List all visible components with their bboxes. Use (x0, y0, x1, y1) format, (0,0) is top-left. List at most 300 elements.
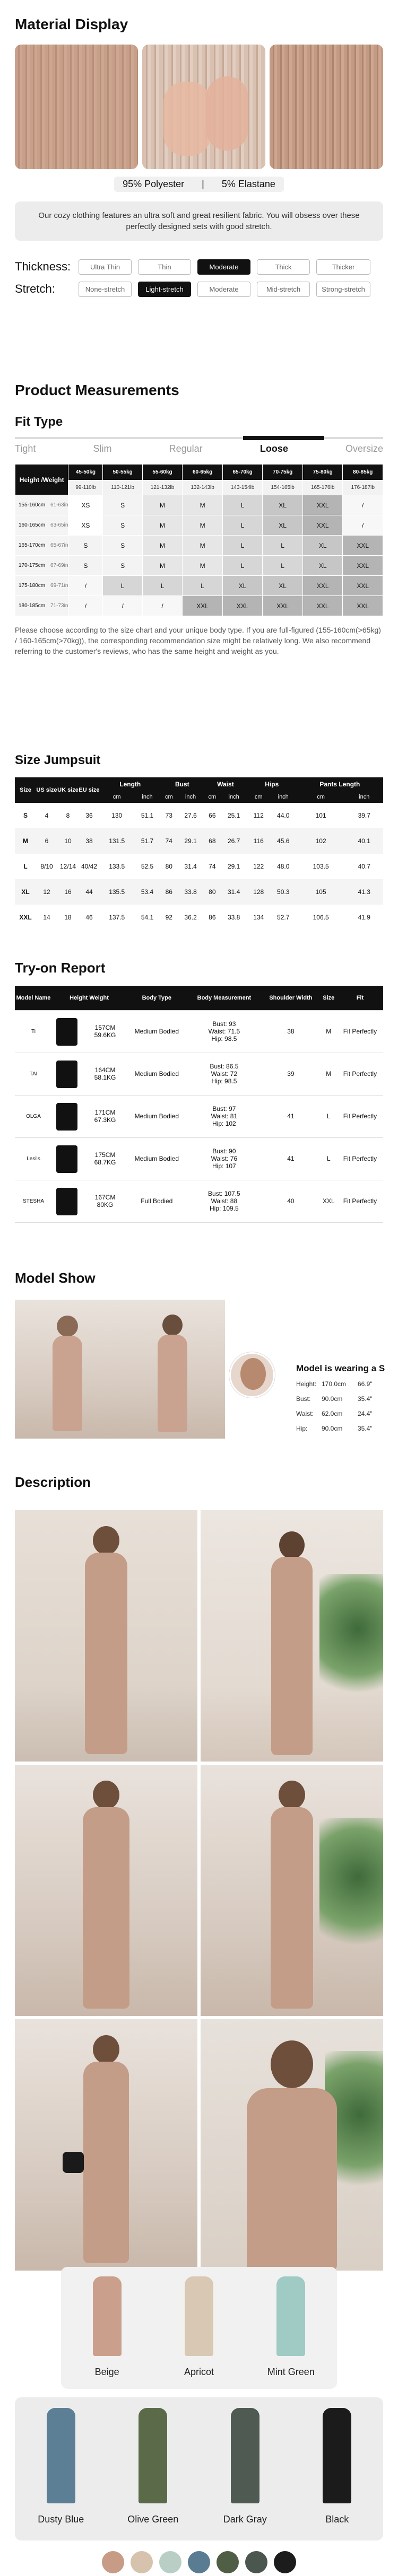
color-garment-image (251, 2273, 331, 2358)
model-stat-row (296, 1395, 398, 1410)
tryon-height: 171CM (94, 1109, 116, 1116)
gallery-photo-3[interactable] (15, 1765, 197, 2016)
jumpsuit-cell: 29.1 (184, 837, 197, 845)
stretch-row (0, 278, 398, 300)
tryon-model-name: STESHA (15, 1180, 52, 1222)
jumpsuit-unit: cm (113, 794, 121, 800)
color-name: Black (325, 2514, 349, 2525)
tryon-measurement (187, 1137, 262, 1180)
weight-lb-header: 110-121lb (103, 480, 142, 495)
size-cell: / (103, 596, 142, 616)
jumpsuit-cell: 27.6 (184, 812, 197, 819)
color-option[interactable] (159, 2273, 239, 2389)
tryon-measure-line: Bust: 97 (212, 1105, 236, 1112)
tryon-height-weight (52, 1010, 126, 1053)
jumpsuit-size-section (0, 753, 398, 930)
tryon-weight: 67.3KG (94, 1116, 116, 1124)
jumpsuit-cell: 44 (85, 888, 93, 896)
size-row (15, 536, 383, 556)
jumpsuit-cell: 36.2 (184, 914, 197, 921)
jumpsuit-cell: 128 (253, 888, 264, 896)
jumpsuit-cell: 73 (165, 812, 172, 819)
model-stat-in: 35.4" (358, 1395, 373, 1403)
tryon-table (15, 986, 383, 1223)
size-cell: / (343, 515, 383, 536)
jumpsuit-header: EU size (79, 787, 100, 793)
jumpsuit-cell: 12 (43, 888, 50, 896)
tryon-shoulder: 40 (261, 1180, 321, 1222)
color-option[interactable] (203, 2405, 288, 2540)
size-cell: XXL (343, 536, 383, 556)
fabric-polyester: 95% Polyester (123, 179, 185, 189)
tryon-garment-icon (56, 1145, 77, 1173)
stretch-option[interactable]: Mid-stretch (257, 282, 310, 297)
jumpsuit-header: US size (36, 787, 57, 793)
fit-option: Loose (259, 443, 288, 454)
size-cell: XL (302, 536, 343, 556)
height-cell (15, 515, 68, 536)
description-gallery (15, 1510, 383, 2271)
weight-lb-header: 99-110lb (68, 480, 103, 495)
tryon-weight: 59.6KG (94, 1031, 116, 1039)
tryon-measure-line: Waist: 88 (211, 1197, 238, 1205)
size-cell: XXL (302, 596, 343, 616)
tryon-row (15, 1010, 383, 1053)
fit-type-indicator (243, 436, 324, 440)
color-row-1 (61, 2267, 337, 2389)
color-swatch[interactable] (245, 2551, 267, 2573)
stretch-options (79, 282, 377, 297)
tryon-body-type: Medium Bodied (126, 1095, 187, 1137)
jumpsuit-cell: 133.5 (109, 863, 125, 870)
tryon-measurement (187, 1180, 262, 1222)
jumpsuit-cell: 12/14 (59, 863, 76, 870)
size-cell: M (142, 556, 183, 576)
model-wearing-size: Model is wearing a S (296, 1363, 385, 1373)
size-cell: L (103, 576, 142, 596)
size-cell: XS (68, 515, 103, 536)
jumpsuit-size-table (15, 777, 383, 930)
height-cm: 155-160cm (19, 502, 46, 508)
jumpsuit-cell: 51.1 (141, 812, 154, 819)
model-stat-key: Waist: (296, 1410, 314, 1417)
gallery-photo-6[interactable] (201, 2019, 383, 2271)
color-swatch[interactable] (217, 2551, 239, 2573)
thickness-option[interactable]: Thick (257, 259, 310, 275)
model-stat-row (296, 1425, 398, 1440)
tryon-height-weight (52, 1053, 126, 1095)
size-cell: / (68, 576, 103, 596)
jumpsuit-cell: 131.5 (109, 837, 125, 845)
thickness-option[interactable]: Moderate (197, 259, 250, 275)
gallery-photo-1[interactable] (15, 1510, 197, 1762)
jumpsuit-unit: inch (228, 794, 239, 800)
jumpsuit-cell: 134 (253, 914, 264, 921)
jumpsuit-unit: cm (254, 794, 263, 800)
tryon-size: XXL (321, 1180, 337, 1222)
jumpsuit-cell: 8 (66, 812, 70, 819)
weight-kg-header: 70-75kg (263, 465, 303, 480)
color-swatch[interactable] (159, 2551, 181, 2573)
color-option[interactable] (110, 2405, 195, 2540)
height-cm: 180-185cm (19, 603, 46, 609)
jumpsuit-unit: cm (165, 794, 173, 800)
tryon-fit: Fit Perfectly (337, 1010, 383, 1053)
height-cm: 160-165cm (19, 522, 46, 528)
color-option[interactable] (295, 2405, 379, 2540)
weight-kg-header: 55-60kg (142, 465, 183, 480)
gallery-photo-4[interactable] (201, 1765, 383, 2016)
size-cell: L (222, 556, 263, 576)
weight-kg-header: 45-50kg (68, 465, 103, 480)
tryon-body-type: Medium Bodied (126, 1010, 187, 1053)
jumpsuit-cell: 68 (209, 837, 216, 845)
jumpsuit-cell: 80 (209, 888, 216, 896)
jumpsuit-cell: 50.3 (277, 888, 290, 896)
jumpsuit-cell: M (23, 837, 28, 845)
size-cell: XL (263, 576, 303, 596)
model-stat-cm: 90.0cm (322, 1425, 343, 1432)
weight-lb-header: 143-154lb (222, 480, 263, 495)
fit-option: Tight (15, 443, 36, 454)
tryon-measure-line: Bust: 107.5 (208, 1190, 240, 1197)
jumpsuit-header: Length (119, 781, 141, 788)
height-in: 67-69in (50, 563, 68, 568)
color-option[interactable] (251, 2273, 331, 2389)
model-show-title: Model Show (15, 1270, 96, 1286)
size-cell: S (103, 536, 142, 556)
jumpsuit-cell: 53.4 (141, 888, 154, 896)
fabric-stretch-image (142, 45, 265, 169)
color-row-2 (15, 2397, 383, 2540)
tryon-body-type: Medium Bodied (126, 1053, 187, 1095)
colors-section (0, 2267, 398, 2576)
weight-kg-header: 50-55kg (103, 465, 142, 480)
tryon-height: 175CM (94, 1151, 116, 1159)
jumpsuit-cell: 112 (253, 812, 264, 819)
tryon-height: 157CM (94, 1024, 116, 1031)
size-cell: S (103, 515, 142, 536)
color-name: Apricot (184, 2367, 214, 2377)
tryon-header: Body Type (126, 986, 187, 1010)
tryon-size: L (321, 1137, 337, 1180)
size-row (15, 515, 383, 536)
jumpsuit-cell: 74 (165, 837, 172, 845)
jumpsuit-cell: 116 (253, 837, 264, 845)
jumpsuit-row (15, 905, 383, 930)
thickness-option[interactable]: Thin (138, 259, 191, 275)
size-cell: XXL (302, 495, 343, 515)
model-stat-cm: 90.0cm (322, 1395, 343, 1403)
tryon-measure-line: Hip: 102 (212, 1120, 236, 1127)
description-section (0, 1474, 398, 1491)
jumpsuit-row (15, 828, 383, 854)
size-cell: S (103, 556, 142, 576)
model-stat-row (296, 1410, 398, 1425)
fabric-drape-image (270, 45, 383, 169)
size-cell: M (183, 495, 223, 515)
size-cell: L (142, 576, 183, 596)
tryon-measure-line: Hip: 109.5 (210, 1205, 239, 1212)
thickness-option[interactable]: Ultra Thin (79, 259, 132, 275)
model-photo-front[interactable] (15, 1300, 120, 1439)
jumpsuit-cell: 135.5 (109, 888, 125, 896)
jumpsuit-cell: 14 (43, 914, 50, 921)
jumpsuit-cell: 16 (64, 888, 72, 896)
size-cell: XXL (263, 596, 303, 616)
tryon-body-type: Medium Bodied (126, 1137, 187, 1180)
size-cell: XXL (302, 576, 343, 596)
color-name: Mint Green (267, 2367, 315, 2377)
stretch-option[interactable]: None-stretch (79, 282, 132, 297)
color-swatch[interactable] (131, 2551, 153, 2573)
size-cell: L (222, 515, 263, 536)
fabric-elastane: 5% Elastane (221, 179, 275, 189)
table-corner: Height /Weight (15, 465, 68, 495)
size-cell: XL (263, 515, 303, 536)
jumpsuit-cell: 92 (165, 914, 172, 921)
height-cm: 165-170cm (19, 542, 46, 548)
stretch-label: Stretch: (15, 282, 55, 295)
color-garment-image (19, 2405, 103, 2505)
color-name: Dark Gray (223, 2514, 267, 2525)
jumpsuit-unit: inch (278, 794, 289, 800)
size-cell: M (183, 536, 223, 556)
size-cell: M (142, 536, 183, 556)
jumpsuit-unit: cm (208, 794, 217, 800)
size-recommendation-table (15, 464, 383, 616)
height-cell (15, 495, 68, 515)
size-cell: XL (302, 556, 343, 576)
height-cell (15, 536, 68, 556)
weight-lb-header: 176-187lb (343, 480, 383, 495)
height-cell (15, 576, 68, 596)
color-swatch[interactable] (102, 2551, 124, 2573)
size-cell: XXL (183, 596, 223, 616)
tryon-model-name: Ti (15, 1010, 52, 1053)
height-cell (15, 556, 68, 576)
gallery-photo-2[interactable] (201, 1510, 383, 1762)
jumpsuit-cell: 66 (209, 812, 216, 819)
height-in: 69-71in (50, 583, 68, 589)
tryon-height-weight (52, 1095, 126, 1137)
tryon-header: Model Name (15, 986, 52, 1010)
weight-kg-header: 65-70kg (222, 465, 263, 480)
jumpsuit-cell: 31.4 (184, 863, 197, 870)
tryon-row (15, 1053, 383, 1095)
height-in: 65-67in (50, 542, 68, 548)
jumpsuit-unit: inch (359, 794, 370, 800)
size-cell: S (103, 495, 142, 515)
tryon-title: Try-on Report (15, 960, 106, 976)
color-garment-image (203, 2405, 288, 2505)
thickness-label: Thickness: (15, 260, 71, 273)
color-option[interactable] (67, 2273, 147, 2389)
jumpsuit-cell: 122 (253, 863, 264, 870)
height-in: 63-65in (50, 522, 68, 528)
jumpsuit-header: Size (19, 787, 31, 793)
tryon-row (15, 1095, 383, 1137)
jumpsuit-unit: inch (185, 794, 196, 800)
tryon-shoulder: 39 (261, 1053, 321, 1095)
jumpsuit-cell: 101 (315, 812, 326, 819)
tryon-fit: Fit Perfectly (337, 1137, 383, 1180)
fit-type-title: Fit Type (15, 415, 63, 429)
jumpsuit-header: Bust (175, 781, 189, 788)
size-cell: S (68, 556, 103, 576)
tryon-measure-line: Bust: 90 (212, 1147, 236, 1155)
jumpsuit-title: Size Jumpsuit (15, 753, 101, 767)
tryon-measure-line: Hip: 98.5 (211, 1077, 237, 1085)
size-cell: L (263, 556, 303, 576)
jumpsuit-cell: XL (21, 888, 30, 896)
tryon-measure-line: Hip: 98.5 (211, 1035, 237, 1042)
color-swatch[interactable] (188, 2551, 210, 2573)
tryon-weight: 80KG (97, 1201, 114, 1208)
jumpsuit-cell: 39.7 (358, 812, 370, 819)
thickness-row (0, 256, 398, 278)
fabric-separator: | (202, 179, 204, 189)
gallery-photo-5[interactable] (15, 2019, 197, 2271)
color-garment-image (110, 2405, 195, 2505)
jumpsuit-cell: 40/42 (81, 863, 98, 870)
fit-option: Slim (93, 443, 112, 454)
tryon-height: 164CM (94, 1066, 116, 1074)
color-name: Olive Green (127, 2514, 179, 2525)
size-row (15, 576, 383, 596)
model-stat-cm: 62.0cm (322, 1410, 343, 1417)
jumpsuit-cell: 48.0 (277, 863, 290, 870)
tryon-fit: Fit Perfectly (337, 1095, 383, 1137)
jumpsuit-cell: 40.7 (358, 863, 370, 870)
fabric-composition (114, 177, 284, 192)
jumpsuit-row (15, 854, 383, 879)
model-photo-back[interactable] (120, 1300, 225, 1439)
tryon-fit: Fit Perfectly (337, 1053, 383, 1095)
size-cell: XXL (343, 556, 383, 576)
weight-lb-header: 165-176lb (302, 480, 343, 495)
size-cell: M (183, 556, 223, 576)
model-show-section (0, 1270, 398, 1432)
tryon-measure-line: Bust: 93 (212, 1020, 236, 1028)
size-cell: M (183, 515, 223, 536)
tryon-height-weight (52, 1180, 126, 1222)
jumpsuit-cell: 52.5 (141, 863, 154, 870)
description-title: Description (15, 1474, 91, 1490)
jumpsuit-cell: 8/10 (40, 863, 53, 870)
tryon-measure-line: Waist: 71.5 (208, 1028, 240, 1035)
material-section (0, 16, 398, 300)
jumpsuit-cell: 45.6 (277, 837, 290, 845)
tryon-measurement (187, 1053, 262, 1095)
tryon-header: Height Weight (52, 986, 126, 1010)
height-in: 61-63in (50, 502, 68, 508)
weight-lb-header: 132-143lb (183, 480, 223, 495)
jumpsuit-cell: S (23, 812, 28, 819)
jumpsuit-cell: 51.7 (141, 837, 154, 845)
jumpsuit-cell: 52.7 (277, 914, 290, 921)
jumpsuit-cell: 29.1 (227, 863, 240, 870)
model-stat-in: 35.4" (358, 1425, 373, 1432)
jumpsuit-cell: 38 (85, 837, 93, 845)
size-cell: M (142, 515, 183, 536)
tryon-row (15, 1137, 383, 1180)
size-cell: / (343, 495, 383, 515)
tryon-measure-line: Waist: 72 (211, 1070, 238, 1077)
jumpsuit-cell: 106.5 (313, 914, 329, 921)
tryon-fit: Fit Perfectly (337, 1180, 383, 1222)
size-cell: XXL (222, 596, 263, 616)
fit-type-track (15, 437, 383, 439)
model-stat-cm: 170.0cm (322, 1380, 347, 1388)
model-stat-key: Bust: (296, 1395, 311, 1403)
jumpsuit-cell: 86 (165, 888, 172, 896)
model-stat-in: 24.4" (358, 1410, 373, 1417)
stretch-option[interactable]: Light-stretch (138, 282, 191, 297)
jumpsuit-cell: 25.1 (227, 812, 240, 819)
size-cell: XXL (343, 576, 383, 596)
tryon-measurement (187, 1010, 262, 1053)
tryon-body-type: Full Bodied (126, 1180, 187, 1222)
tryon-model-name: Lesils (15, 1137, 52, 1180)
size-cell: L (222, 495, 263, 515)
size-row (15, 556, 383, 576)
jumpsuit-cell: 40.1 (358, 837, 370, 845)
tryon-measure-line: Bust: 86.5 (210, 1063, 239, 1070)
model-info (296, 1363, 398, 1440)
model-stat-in: 66.9" (358, 1380, 373, 1388)
color-swatches (0, 2551, 398, 2576)
tryon-header: Fit (337, 986, 383, 1010)
height-cm: 175-180cm (19, 583, 46, 589)
size-cell: L (183, 576, 223, 596)
jumpsuit-header: Pants Length (319, 781, 360, 788)
color-option[interactable] (19, 2405, 103, 2540)
jumpsuit-cell: 26.7 (227, 837, 240, 845)
tryon-section (0, 960, 398, 1223)
size-cell: XL (263, 495, 303, 515)
weight-kg-header: 80-85kg (343, 465, 383, 480)
thickness-option[interactable]: Thicker (316, 259, 370, 275)
size-row (15, 596, 383, 616)
color-swatch[interactable] (274, 2551, 296, 2573)
jumpsuit-cell: 31.4 (227, 888, 240, 896)
stretch-option[interactable]: Strong-stretch (316, 282, 370, 297)
tryon-garment-icon (56, 1061, 77, 1088)
tryon-size: M (321, 1053, 337, 1095)
tryon-header: Size (321, 986, 337, 1010)
tryon-measure-line: Hip: 107 (212, 1162, 236, 1170)
tryon-header: Body Measurement (187, 986, 262, 1010)
tryon-size: L (321, 1095, 337, 1137)
jumpsuit-cell: 4 (45, 812, 49, 819)
size-row (15, 495, 383, 515)
jumpsuit-cell: 18 (64, 914, 72, 921)
tryon-row (15, 1180, 383, 1222)
tryon-garment-icon (56, 1103, 77, 1131)
jumpsuit-cell: 105 (315, 888, 326, 896)
jumpsuit-row (15, 803, 383, 828)
jumpsuit-cell: 103.5 (313, 863, 329, 870)
jumpsuit-cell: 44.0 (277, 812, 290, 819)
jumpsuit-cell: 130 (111, 812, 123, 819)
size-cell: L (263, 536, 303, 556)
tryon-size: M (321, 1010, 337, 1053)
jumpsuit-header: Waist (217, 781, 234, 788)
height-in: 71-73in (50, 603, 68, 609)
tryon-weight: 68.7KG (94, 1159, 116, 1166)
stretch-option[interactable]: Moderate (197, 282, 250, 297)
